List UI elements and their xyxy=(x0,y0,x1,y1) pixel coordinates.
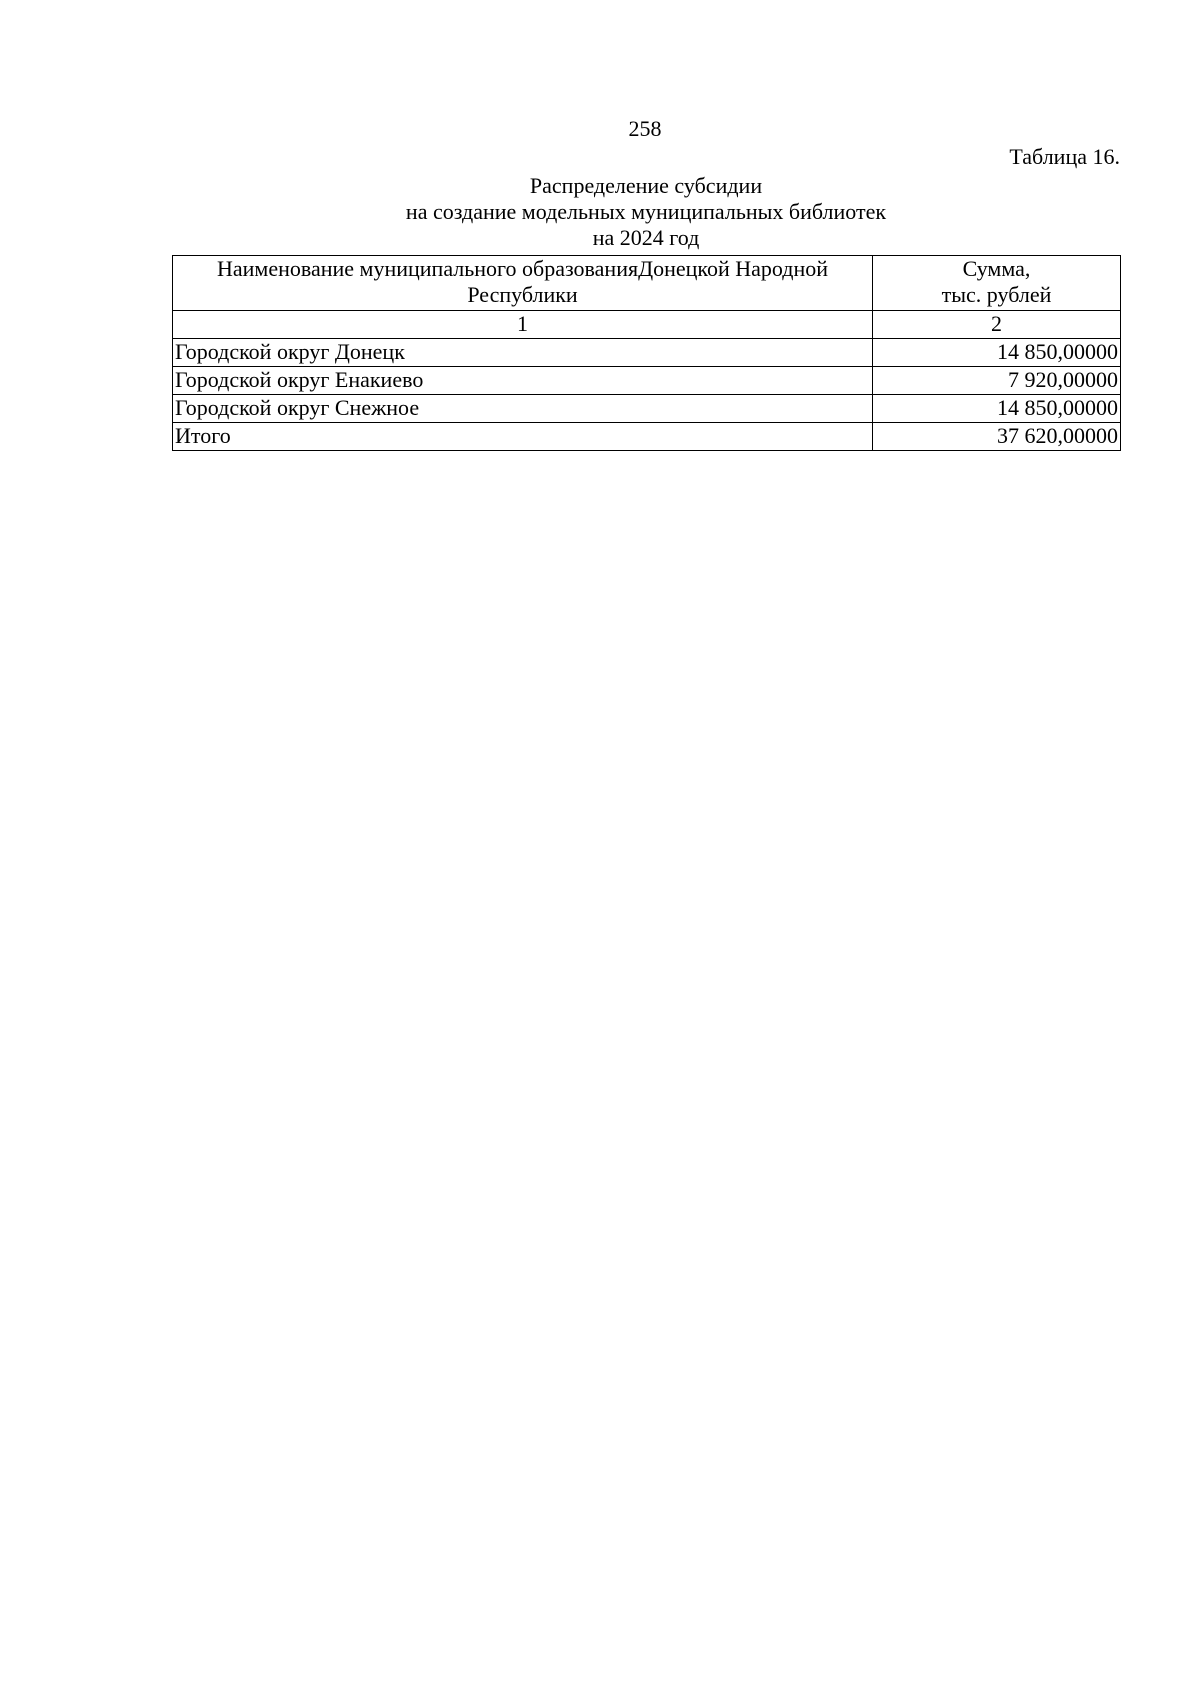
header-sum-line-2: тыс. рублей xyxy=(941,282,1052,307)
row-name: Городской округ Снежное xyxy=(173,395,873,423)
column-number-2: 2 xyxy=(873,311,1121,339)
table-row xyxy=(173,367,1121,395)
title-line-2: на создание модельных муниципальных библиотек xyxy=(405,199,887,224)
row-sum: 14 850,00000 xyxy=(873,395,1121,423)
subsidy-table xyxy=(172,255,1121,451)
header-sum-cell xyxy=(873,256,1121,311)
table-header-row xyxy=(173,256,1121,311)
header-name-line-2: Республики xyxy=(467,282,578,307)
header-name-line-1: Наименование муниципального образованияДонецкой Народной xyxy=(216,256,829,281)
title-line-3: на 2024 год xyxy=(592,225,700,250)
row-sum: 14 850,00000 xyxy=(873,339,1121,367)
row-name: Городской округ Енакиево xyxy=(173,367,873,395)
title-line-1: Распределение субсидии xyxy=(529,173,763,198)
header-name-cell xyxy=(173,256,873,311)
total-row xyxy=(173,423,1121,451)
column-number-row xyxy=(173,311,1121,339)
row-name: Городской округ Донецк xyxy=(173,339,873,367)
table-title xyxy=(172,173,1120,251)
row-sum: 7 920,00000 xyxy=(873,367,1121,395)
table-row xyxy=(173,339,1121,367)
table-label: Таблица 16. xyxy=(1009,144,1120,169)
table-row xyxy=(173,395,1121,423)
page-number: 258 xyxy=(628,116,662,141)
header-sum-line-1: Сумма, xyxy=(962,256,1031,281)
total-name: Итого xyxy=(173,423,873,451)
column-number-1: 1 xyxy=(173,311,873,339)
total-sum: 37 620,00000 xyxy=(873,423,1121,451)
